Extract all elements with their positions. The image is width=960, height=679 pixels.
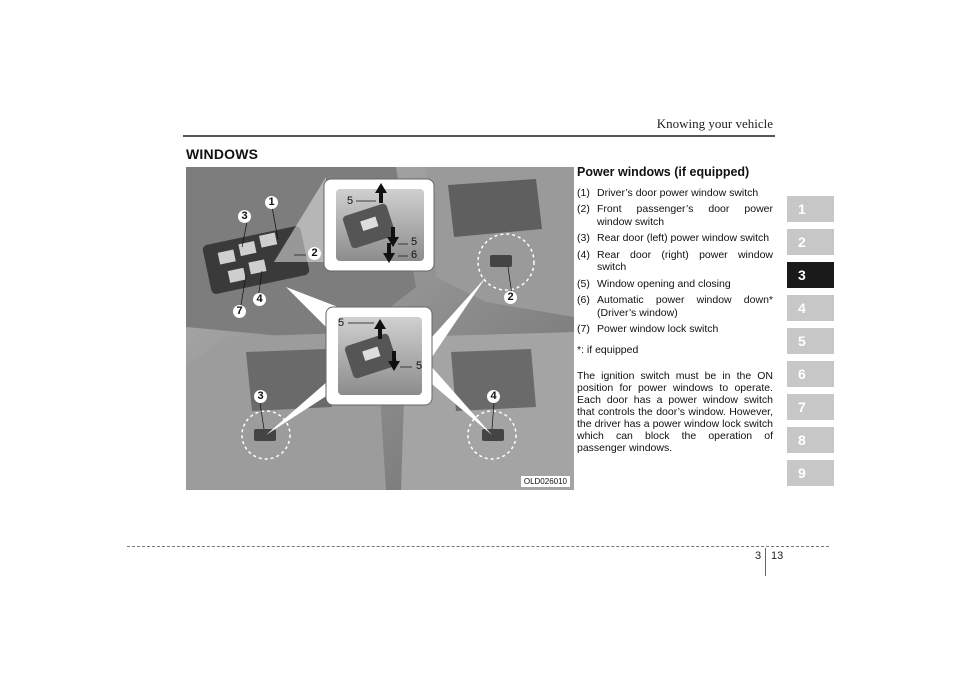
- callout-4-rear-right: 4: [487, 390, 500, 403]
- running-header: Knowing your vehicle: [656, 116, 773, 131]
- list-item: (6) Automatic power window down* (Driver’s window): [577, 294, 773, 319]
- chapter-tabs: [787, 196, 834, 493]
- list-item: (1) Driver’s door power window switch: [577, 186, 759, 199]
- callout-3: 3: [238, 210, 251, 223]
- callout-4: 4: [253, 293, 266, 306]
- callout-6: 6: [411, 249, 418, 261]
- chapter-tab-6[interactable]: 6: [787, 361, 834, 387]
- page-chapter: 3: [755, 550, 762, 562]
- chapter-tab-4[interactable]: 4: [787, 295, 834, 321]
- list-item: (5) Window opening and closing: [577, 277, 731, 290]
- callout-2-passenger: 2: [504, 291, 517, 304]
- power-window-illustration: [186, 167, 574, 490]
- callout-5-mid-down: 5: [416, 360, 423, 372]
- callout-5-top-up: 5: [347, 195, 354, 207]
- chapter-tab-3[interactable]: 3: [787, 262, 834, 288]
- list-item: (3) Rear door (left) power window switch: [577, 232, 770, 244]
- callout-5-mid-up: 5: [338, 317, 345, 329]
- chapter-tab-5[interactable]: 5: [787, 328, 834, 354]
- subsection-title: Power windows (if equipped): [577, 165, 750, 179]
- callout-5-top-down: 5: [411, 236, 418, 248]
- list-item: (7) Power window lock switch: [577, 323, 719, 335]
- figure-code: OLD026010: [521, 476, 570, 487]
- page-index: 13: [771, 550, 784, 562]
- footnote: *: if equipped: [577, 343, 639, 356]
- list-item: (2) Front passenger’s door power window switch: [577, 203, 773, 228]
- callout-1: 1: [265, 196, 278, 209]
- chapter-tab-1[interactable]: 1: [787, 196, 834, 222]
- content-column: [577, 166, 773, 454]
- page-separator: [765, 548, 766, 576]
- footer-rule: [127, 546, 829, 547]
- section-title: WINDOWS: [186, 146, 259, 162]
- list-item: (4) Rear door (right) power window switch: [577, 248, 773, 273]
- callout-2: 2: [308, 247, 321, 260]
- header-rule: [183, 135, 775, 137]
- callout-7: 7: [233, 305, 246, 318]
- chapter-tab-9[interactable]: 9: [787, 460, 834, 486]
- body-paragraph: The ignition switch must be in the ON position for power windows to operate. Each door has a power window switch that controls the door’s window. However, the driver has a power window lock switch which can block the operation of passenger windows.: [577, 370, 773, 454]
- chapter-tab-8[interactable]: 8: [787, 427, 834, 453]
- callout-3-rear-left: 3: [254, 390, 267, 403]
- chapter-tab-2[interactable]: 2: [787, 229, 834, 255]
- chapter-tab-7[interactable]: 7: [787, 394, 834, 420]
